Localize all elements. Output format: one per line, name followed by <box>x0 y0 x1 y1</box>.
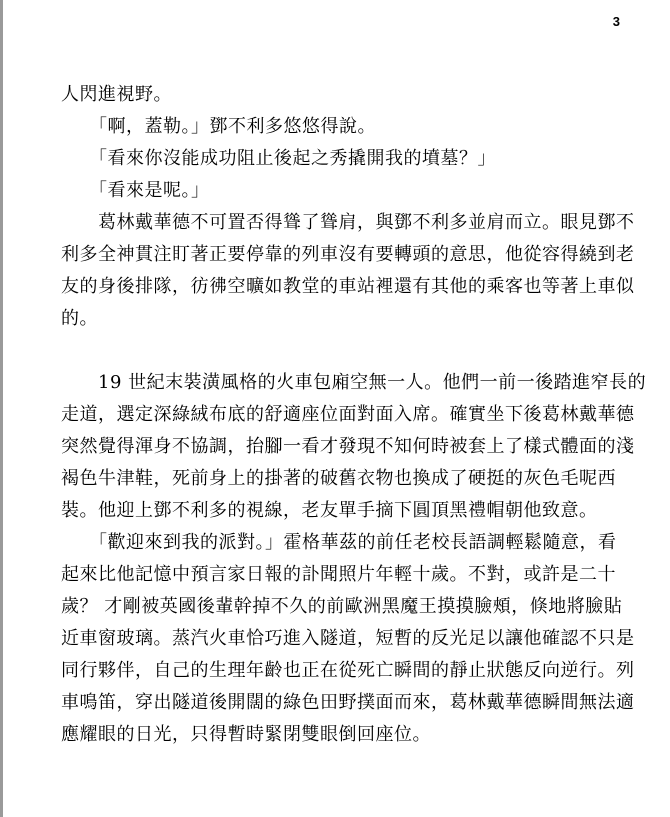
text-line: 利多全神貫注盯著正要停靠的列車沒有要轉頭的意思，他從容得繞到老 <box>61 244 635 265</box>
text-line: 葛林戴華德不可置否得聳了聳肩，與鄧不利多並肩而立。眼見鄧不 <box>61 212 635 233</box>
text-line: 車鳴笛，穿出隧道後開闊的綠色田野撲面而來，葛林戴華德瞬間無法適 <box>61 692 635 713</box>
text-line: 應耀眼的日光，只得暫時緊閉雙眼倒回座位。 <box>61 724 431 745</box>
paragraph <box>61 143 621 175</box>
paragraph <box>61 527 635 751</box>
paragraph <box>61 367 647 527</box>
text-line: 近車窗玻璃。蒸汽火車恰巧進入隧道，短暫的反光足以讓他確認不只是 <box>61 628 635 649</box>
text-line: 19 世紀末裝潢風格的火車包廂空無一人。他們一前一後踏進窄長的 <box>61 372 647 393</box>
text-line: 同行夥伴，自己的生理年齡也正在從死亡瞬間的靜止狀態反向逆行。列 <box>61 660 635 681</box>
paragraph <box>61 79 621 111</box>
text-line: 起來比他記憶中預言家日報的訃聞照片年輕十歲。不對，或許是二十 <box>61 564 616 585</box>
text-line: 褐色牛津鞋，死前身上的掛著的破舊衣物也換成了硬挺的灰色毛呢西 <box>61 468 616 489</box>
text-line: 「看來是呢。」 <box>61 180 210 201</box>
text-line: 「啊，蓋勒。」鄧不利多悠悠得說。 <box>61 116 376 137</box>
text-line: 裝。他迎上鄧不利多的視線，老友單手摘下圓頂黑禮帽朝他致意。 <box>61 500 598 521</box>
text-line: 友的身後排隊，彷彿空曠如教堂的車站裡還有其他的乘客也等著上車似 <box>61 276 635 297</box>
text-line: 人閃進視野。 <box>61 84 172 105</box>
page-number: 3 <box>612 14 620 29</box>
text-line: 「看來你沒能成功阻止後起之秀撬開我的墳墓？」 <box>61 148 496 169</box>
paragraph <box>61 111 621 143</box>
text-line: 的。 <box>61 308 98 329</box>
text-line: 歲？ 才剛被英國後輩幹掉不久的前歐洲黑魔王摸摸臉頰，倏地將臉貼 <box>61 596 623 617</box>
paragraph-gap <box>61 335 621 367</box>
body-text <box>61 79 647 751</box>
page-left-edge <box>0 0 3 817</box>
text-line: 走道，選定深綠絨布底的舒適座位面對面入席。確實坐下後葛林戴華德 <box>61 404 635 425</box>
paragraph <box>61 207 635 335</box>
text-line: 「歡迎來到我的派對。」霍格華茲的前任老校長語調輕鬆隨意，看 <box>61 532 617 553</box>
paragraph <box>61 175 621 207</box>
text-line: 突然覺得渾身不協調，抬腳一看才發現不知何時被套上了樣式體面的淺 <box>61 436 635 457</box>
